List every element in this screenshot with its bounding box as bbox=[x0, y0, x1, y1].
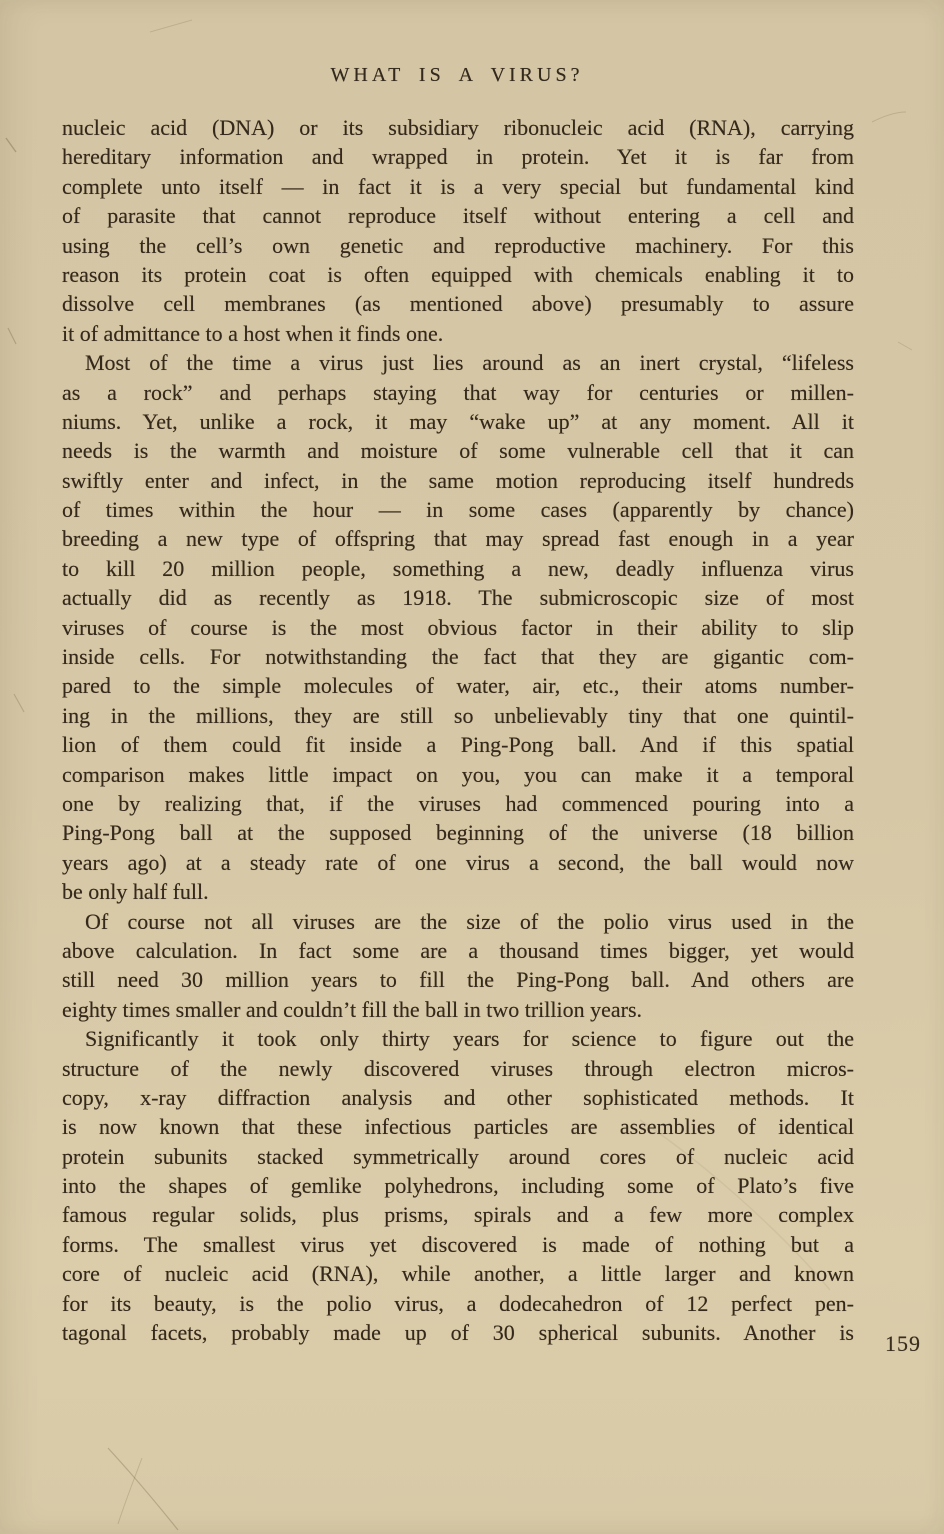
text-line: famous regular solids, plus prisms, spirals and a few more complex bbox=[62, 1202, 854, 1228]
text-line: core of nucleic acid (RNA), while another, a little larger and known bbox=[62, 1261, 854, 1287]
text-line: using the cell’s own genetic and reproductive machinery. For this bbox=[62, 232, 854, 258]
text-line: copy, x-ray diffraction analysis and other sophisticated methods. It bbox=[62, 1084, 854, 1110]
text-line: as a rock” and perhaps staying that way for centuries or millen- bbox=[62, 379, 854, 405]
text-line: needs is the warmth and moisture of some vulnerable cell that it can bbox=[62, 438, 854, 464]
text-line: structure of the newly discovered viruses through electron micros- bbox=[62, 1055, 854, 1081]
text-line: be only half full. bbox=[62, 879, 209, 905]
text-line: actually did as recently as 1918. The submicroscopic size of most bbox=[62, 585, 854, 611]
text-line: above calculation. In fact some are a thousand times bigger, yet would bbox=[62, 937, 854, 963]
text-line: niums. Yet, unlike a rock, it may “wake up” at any moment. All it bbox=[62, 408, 854, 434]
text-line: of parasite that cannot reproduce itself without entering a cell and bbox=[62, 203, 854, 229]
text-line: years ago) at a steady rate of one virus a second, the ball would now bbox=[62, 849, 854, 875]
text-line: Ping-Pong ball at the supposed beginning of the universe (18 billion bbox=[62, 820, 854, 846]
text-line: viruses of course is the most obvious factor in their ability to slip bbox=[62, 614, 854, 640]
text-line: still need 30 million years to fill the Ping-Pong ball. And others are bbox=[62, 967, 854, 993]
text-line: breeding a new type of offspring that may spread fast enough in a year bbox=[62, 526, 854, 552]
text-line: lion of them could fit inside a Ping-Pong ball. And if this spatial bbox=[62, 732, 854, 758]
text-line: dissolve cell membranes (as mentioned above) presumably to assure bbox=[62, 291, 854, 317]
page-number: 159 bbox=[885, 1331, 921, 1356]
text-line: comparison makes little impact on you, you can make it a temporal bbox=[62, 761, 854, 787]
paragraph bbox=[62, 1024, 854, 1347]
text-line: of times within the hour — in some cases (apparently by chance) bbox=[62, 497, 854, 523]
text-line: hereditary information and wrapped in protein. Yet it is far from bbox=[62, 144, 854, 170]
text-line: ing in the millions, they are still so unbelievably tiny that one quintil- bbox=[62, 702, 854, 728]
text-line: swiftly enter and infect, in the same motion reproducing itself hundreds bbox=[62, 467, 854, 493]
paragraph bbox=[62, 348, 854, 906]
text-line: for its beauty, is the polio virus, a dodecahedron of 12 perfect pen- bbox=[62, 1290, 854, 1316]
text-line: is now known that these infectious particles are assemblies of identical bbox=[62, 1114, 854, 1140]
text-line: protein subunits stacked symmetrically around cores of nucleic acid bbox=[62, 1143, 854, 1169]
text-line: one by realizing that, if the viruses had commenced pouring into a bbox=[62, 790, 854, 816]
text-line: inside cells. For notwithstanding the fact that they are gigantic com- bbox=[62, 644, 854, 670]
text-block bbox=[62, 113, 854, 1347]
text-line: tagonal facets, probably made up of 30 spherical subunits. Another is bbox=[62, 1320, 854, 1346]
text-line: Of course not all viruses are the size of the polio virus used in the bbox=[85, 908, 854, 934]
text-line: into the shapes of gemlike polyhedrons, including some of Plato’s five bbox=[62, 1173, 854, 1199]
text-line: Most of the time a virus just lies around as an inert crystal, “lifeless bbox=[85, 350, 854, 376]
text-line: eighty times smaller and couldn’t fill the ball in two trillion years. bbox=[62, 996, 643, 1022]
text-line: Significantly it took only thirty years for science to figure out the bbox=[85, 1026, 854, 1052]
text-line: to kill 20 million people, something a new, deadly influenza virus bbox=[62, 555, 854, 581]
text-line: forms. The smallest virus yet discovered is made of nothing but a bbox=[62, 1231, 854, 1257]
text-line: reason its protein coat is often equipped with chemicals enabling it to bbox=[62, 261, 854, 287]
text-line: it of admittance to a host when it finds one. bbox=[62, 320, 444, 346]
text-line: pared to the simple molecules of water, air, etc., their atoms number- bbox=[62, 673, 854, 699]
text-line: complete unto itself — in fact it is a very special but fundamental kind bbox=[62, 173, 854, 199]
paragraph bbox=[62, 907, 854, 1025]
paragraph bbox=[62, 113, 854, 348]
text-line: nucleic acid (DNA) or its subsidiary ribonucleic acid (RNA), carrying bbox=[62, 115, 854, 140]
running-header: WHAT IS A VIRUS? bbox=[330, 64, 584, 86]
